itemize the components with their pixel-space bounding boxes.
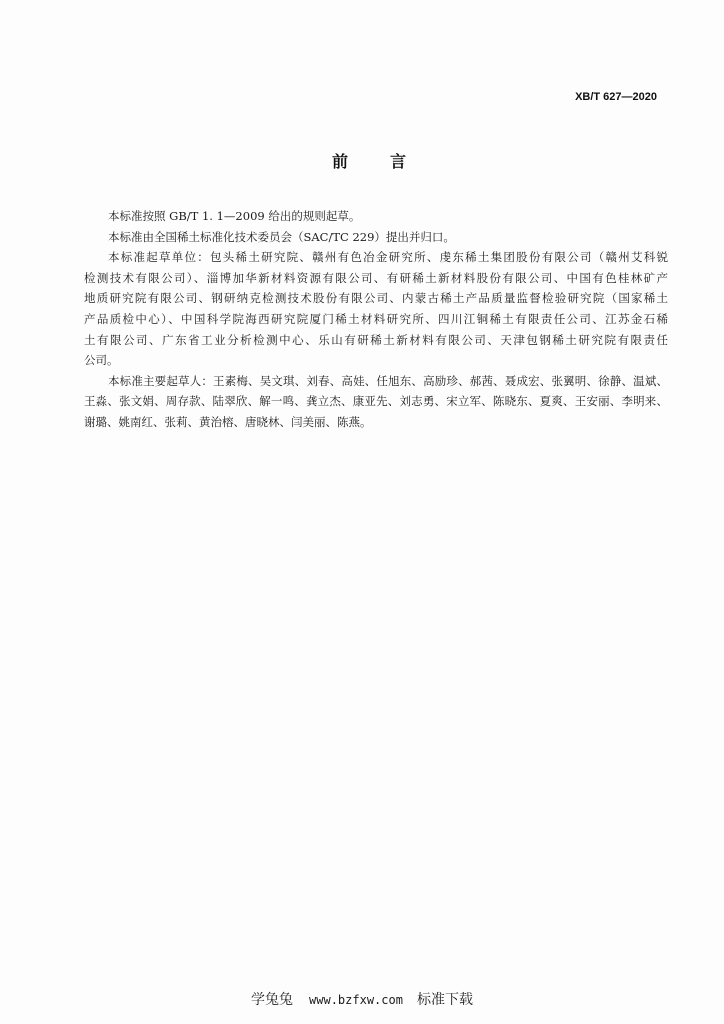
footer-label: 标准下载 bbox=[416, 992, 473, 1008]
paragraph-line: 本标准起草单位：包头稀土研究院、赣州有色冶金研究所、虔东稀土集团股份有限公司（赣州艾科锐 bbox=[108, 250, 668, 265]
footer-url: www.bzfxw.com bbox=[309, 993, 403, 1007]
footer-site-name: 学兔兔 bbox=[251, 992, 294, 1008]
paragraph-drafters bbox=[84, 371, 668, 433]
preface-body bbox=[84, 206, 668, 433]
paragraph-line: 检测技术有限公司）、淄博加华新材料资源有限公司、有研稀土新材料股份有限公司、中国有色桂林矿产 bbox=[84, 270, 668, 285]
paragraph-line: 本标准由全国稀土标准化技术委员会（SAC/TC 229）提出并归口。 bbox=[108, 229, 455, 244]
paragraph-line: 公司。 bbox=[84, 353, 119, 368]
page-footer bbox=[0, 991, 724, 1009]
paragraph-proposer bbox=[84, 227, 668, 248]
paragraph-line: 地质研究院有限公司、钢研纳克检测技术股份有限公司、内蒙古稀土产品质量监督检验研究院（国家稀土 bbox=[84, 291, 668, 306]
paragraph-line: 本标准主要起草人：王素梅、吴文琪、刘春、高娃、任旭东、高励珍、郝茜、聂成宏、张翼明、徐静、温斌、 bbox=[108, 373, 668, 388]
document-number: XB/T 627—2020 bbox=[575, 91, 657, 103]
paragraph-drafting-units bbox=[84, 247, 668, 371]
paragraph-line: 王淼、张文娟、周存款、陆翠欣、解一鸣、龚立杰、康亚先、刘志勇、宋立军、陈晓东、夏爽、王安丽、李明来、 bbox=[84, 394, 668, 409]
paragraph-line: 土有限公司、广东省工业分析检测中心、乐山有研稀土新材料有限公司、天津包钢稀土研究院有限责任 bbox=[84, 332, 668, 347]
paragraph-line: 本标准按照 GB/T 1. 1—2009 给出的规则起草。 bbox=[108, 209, 361, 223]
paragraph-line: 产品质检中心）、中国科学院海西研究院厦门稀土材料研究所、四川江铜稀土有限责任公司、江苏金石稀 bbox=[84, 311, 668, 326]
paragraph-line: 谢璐、姚南红、张莉、黄治榕、唐晓林、闫美丽、陈燕。 bbox=[84, 414, 372, 429]
section-title: 前 言 bbox=[331, 152, 419, 171]
paragraph-drafting-rules bbox=[84, 206, 668, 227]
